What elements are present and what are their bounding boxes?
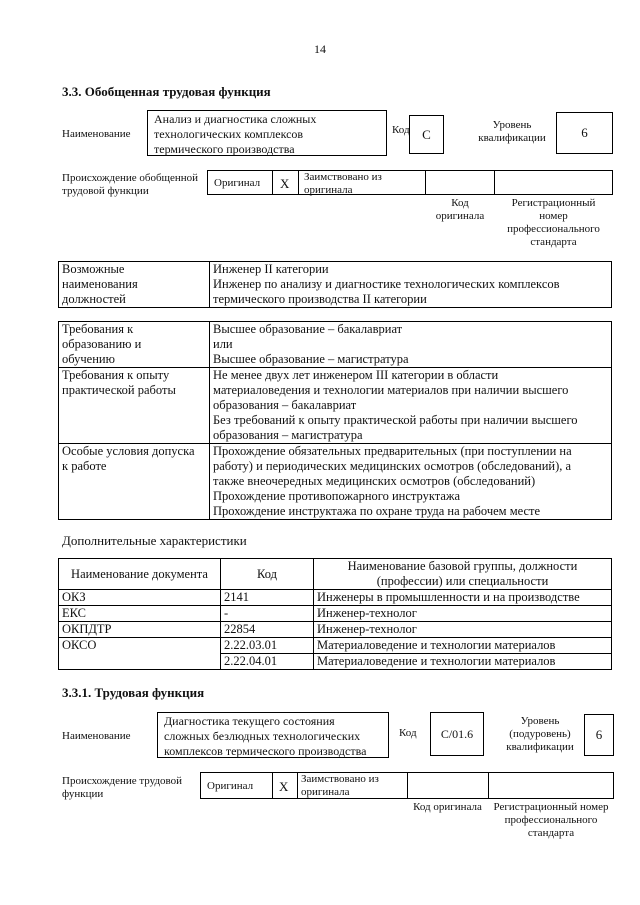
row-doc: ОКЗ	[59, 590, 221, 606]
page-number: 14	[314, 42, 326, 56]
level-value: 6	[581, 125, 588, 140]
requirement-value-line: Высшее образование – бакалавриат	[213, 322, 403, 336]
level-value: 6	[595, 727, 603, 742]
function-name-line: сложных безлюдных технологических	[164, 729, 361, 743]
level-label	[468, 119, 556, 145]
additional-table	[58, 558, 612, 670]
origin-table	[207, 170, 613, 195]
table-row	[59, 606, 612, 622]
requirement-label-line: Требования к опыту	[62, 368, 170, 382]
function-name-line: Анализ и диагностика сложных	[154, 112, 317, 126]
borrowed-label	[301, 773, 379, 799]
requirement-value-line: образования – бакалавриат	[213, 398, 357, 412]
reg-number-line: номер	[539, 210, 568, 222]
row-doc: ОКСО	[59, 638, 221, 670]
row-code: 22854	[221, 622, 314, 638]
function-name-line: комплексов термического производства	[164, 744, 367, 758]
col-header-code: Код	[221, 559, 314, 590]
level-label-line: (подуровень)	[509, 728, 571, 740]
code-original-line: Код	[451, 197, 469, 209]
borrowed-label-line: оригинала	[301, 786, 350, 798]
requirement-value-line: Прохождение обязательных предварительных (при поступлении на	[213, 444, 572, 458]
original-mark: X	[279, 779, 289, 794]
reg-number-line: Регистрационный номер	[493, 801, 609, 813]
origin-label-line: Происхождение трудовой	[62, 775, 183, 787]
reg-number-line: стандарта	[527, 827, 575, 839]
row-name: Инженеры в промышленности и на производстве	[314, 590, 612, 606]
name-label: Наименование	[62, 128, 131, 140]
reg-number-line: стандарта	[530, 236, 577, 248]
origin-label-line: функции	[62, 788, 104, 800]
function-name-line: технологических комплексов	[154, 127, 304, 141]
requirement-value-line: также внеочередных медицинских осмотров (обследований)	[213, 474, 536, 488]
level-value-box	[556, 112, 613, 154]
reg-number-line: Регистрационный	[511, 197, 596, 209]
function-name-line: термического производства	[154, 142, 295, 156]
requirement-label-line: к работе	[62, 459, 107, 473]
requirement-value-line: Без требований к опыту практической работы при наличии высшего	[213, 413, 578, 427]
code-value-box	[430, 712, 484, 756]
level-label-line: квалификации	[478, 132, 546, 144]
section-heading: 3.3. Обобщенная трудовая функция	[62, 84, 271, 99]
requirement-value-line: Не менее двух лет инженером III категории в области	[213, 368, 499, 382]
code-label: Код	[399, 727, 417, 739]
position-title: Инженер II категории	[213, 262, 329, 276]
original-label: Оригинал	[214, 177, 261, 189]
reg-number-caption	[494, 197, 613, 249]
level-label	[496, 715, 584, 754]
requirement-value-line: материаловедения и технологии материалов при наличии высшего	[213, 383, 569, 397]
borrowed-label	[304, 171, 382, 197]
requirement-value-line: Прохождение противопожарного инструктажа	[213, 489, 461, 503]
function-name-box	[157, 712, 389, 758]
row-name: Инженер-технолог	[314, 606, 612, 622]
level-label-line: Уровень	[520, 715, 560, 727]
requirement-value-line: Высшее образование – магистратура	[213, 352, 409, 366]
requirement-value-line: образования – магистратура	[213, 428, 363, 442]
code-original-caption	[425, 197, 495, 223]
table-row	[59, 622, 612, 638]
code-value: С/01.6	[440, 727, 474, 741]
code-original-line: оригинала	[435, 210, 485, 222]
function-name-box	[147, 110, 387, 156]
code-value-box	[409, 115, 444, 154]
code-original-caption: Код оригинала	[413, 801, 482, 813]
code-label: Код	[392, 124, 410, 136]
row-code: 2.22.04.01	[221, 654, 314, 670]
position-title: термического производства II категории	[213, 292, 427, 306]
table-row	[59, 638, 612, 654]
row-name: Материаловедение и технологии материалов	[314, 654, 612, 670]
row-code: 2141	[221, 590, 314, 606]
row-name: Инженер-технолог	[314, 622, 612, 638]
requirement-label-line: практической работы	[62, 383, 176, 397]
row-code: -	[221, 606, 314, 622]
requirement-value-line: Прохождение инструктажа по охране труда на рабочем месте	[213, 504, 541, 518]
col-header-name-line: Наименование базовой группы, должности	[347, 559, 578, 573]
reg-number-line: профессионального	[507, 223, 600, 235]
col-header-doc: Наименование документа	[59, 559, 221, 590]
origin-label-line: Происхождение обобщенной	[62, 172, 199, 184]
borrowed-label-line: оригинала	[304, 184, 353, 196]
requirement-label-line: образованию и	[62, 337, 142, 351]
positions-label-line: Возможные	[62, 262, 125, 276]
origin-label-line: трудовой функции	[62, 185, 149, 197]
col-header-name-line: (профессии) или специальности	[376, 574, 549, 588]
borrowed-label-line: Заимствовано из	[304, 171, 382, 183]
position-title: Инженер по анализу и диагностике технологических комплексов	[213, 277, 560, 291]
row-code: 2.22.03.01	[221, 638, 314, 654]
origin-label	[62, 172, 198, 198]
level-label-line: Уровень	[492, 119, 532, 131]
requirement-label-line: обучению	[62, 352, 115, 366]
requirement-value-line: или	[213, 337, 233, 351]
positions-label-line: наименования	[62, 277, 138, 291]
requirement-label-line: Требования к	[62, 322, 134, 336]
row-doc: ОКПДТР	[59, 622, 221, 638]
level-value-box	[584, 714, 614, 756]
original-mark: X	[280, 176, 290, 191]
row-name: Материаловедение и технологии материалов	[314, 638, 612, 654]
positions-table	[58, 261, 612, 308]
positions-label-line: должностей	[62, 292, 126, 306]
code-value: С	[422, 127, 431, 142]
borrowed-label-line: Заимствовано из	[301, 773, 379, 785]
subsection-heading: 3.3.1. Трудовая функция	[62, 685, 205, 700]
name-label: Наименование	[62, 730, 131, 742]
table-row	[59, 590, 612, 606]
requirement-value-line: работу) и периодических медицинских осмотров (обследований), а	[213, 459, 572, 473]
function-name-line: Диагностика текущего состояния	[164, 714, 335, 728]
origin-label	[62, 775, 182, 801]
row-doc: ЕКС	[59, 606, 221, 622]
requirement-label-line: Особые условия допуска	[62, 444, 195, 458]
reg-number-caption	[488, 801, 614, 840]
reg-number-line: профессионального	[504, 814, 598, 826]
original-label: Оригинал	[207, 780, 254, 792]
additional-heading: Дополнительные характеристики	[62, 533, 247, 548]
level-label-line: квалификации	[506, 741, 574, 753]
requirements-table	[58, 321, 612, 520]
